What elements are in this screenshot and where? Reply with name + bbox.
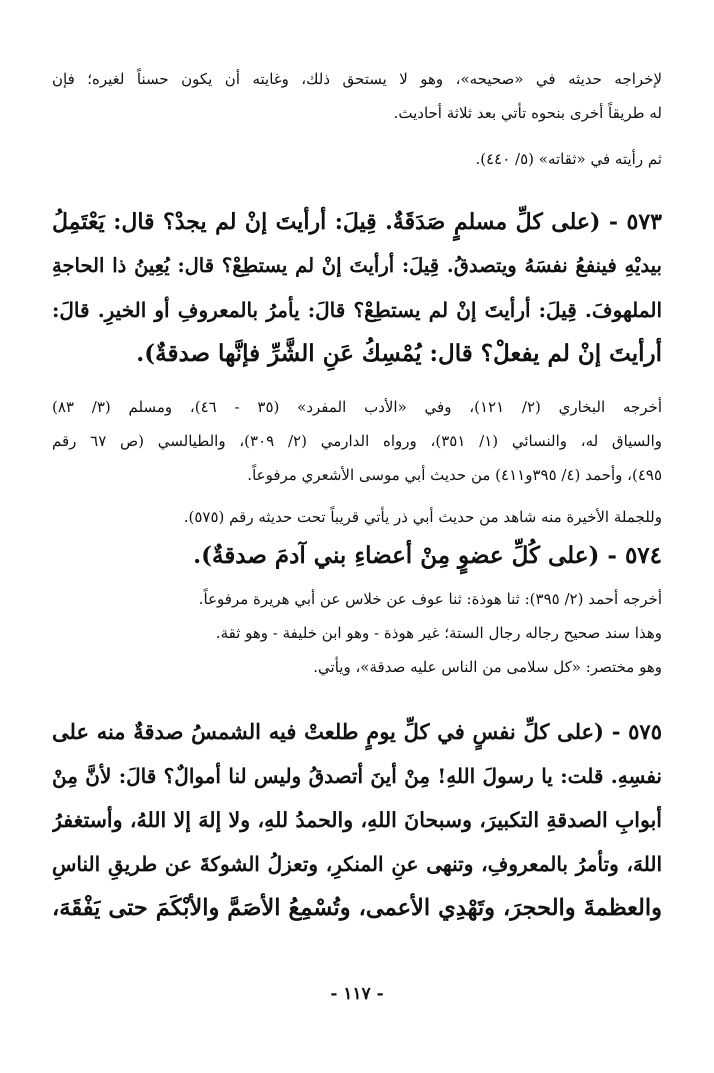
page-number: - ١١٧ -: [330, 984, 384, 1004]
hadith-573-line: الملهوفَ. قِيلَ: أرأيتَ إنْ لم يستطِعْ؟ قالَ: يأمرُ بالمعروفِ أو الخيرِ. قالَ:: [52, 298, 662, 322]
hadith-575-line: نفسِهِ. قلت: يا رسولَ اللهِ! مِنْ أينَ أتصدقُ وليس لنا أموالٌ؟ قالَ: لأنَّ مِنْ: [52, 764, 662, 788]
takhrij-573: [52, 390, 662, 492]
hadith-575-line: أبوابِ الصدقةِ التكبيرَ، وسبحانَ اللهِ، والحمدُ للهِ، ولا إلهَ إلا اللهُ، وأستغفرُ: [52, 808, 662, 832]
takhrij-574-line: أخرجه أحمد (٢/ ٣٩٥): ثنا هوذة: ثنا عوف عن خلاس عن أبي هريرة مرفوعاً.: [198, 590, 662, 608]
hadith-575-line: والعظمةَ والحجرَ، وتَهْدِي الأعمى، وتُسْمِعُ الأصَمَّ والأبْكَمَ حتى يَفْقَهَ،: [52, 895, 662, 921]
witness-573: [52, 500, 662, 534]
intro-line: لإخراجه حديثه في «صحيحه»، وهو لا يستحق ذلك، وغايته أن يكون حسناً لغيره؛ فإن: [52, 70, 662, 88]
seen-in-paragraph: [52, 142, 662, 176]
takhrij-573-line: ٤٩٥)، وأحمد (٤/ ٣٩٥و٤١١) من حديث أبي موسى الأشعري مرفوعاً.: [247, 466, 662, 484]
hadith-574-line: ٥٧٤ - (على كُلِّ عضوٍ مِنْ أعضاءِ بني آدمَ صدقةٌ).: [193, 542, 662, 569]
witness-573-line: وللجملة الأخيرة منه شاهد من حديث أبي ذر يأتي قريباً تحت حديثه رقم (٥٧٥).: [183, 508, 662, 526]
hadith-573-line: ٥٧٣ - (على كلِّ مسلمٍ صَدَقَةٌ. قِيلَ: أرأيتَ إنْ لم يجدْ؟ قال: يَعْتَمِلُ: [52, 209, 662, 235]
takhrij-574: [52, 582, 662, 684]
hadith-575-line: ٥٧٥ - (على كلِّ نفسٍ في كلِّ يومٍ طلعتْ فيه الشمسُ صدقةٌ منه على: [52, 719, 662, 744]
hadith-573-line: أرأيتَ إنْ لم يفعلْ؟ قال: يُمْسِكُ عَنِ الشَّرِّ فإنَّها صدقةٌ).: [136, 340, 662, 367]
hadith-573: [52, 200, 662, 376]
takhrij-574-line: وهذا سند صحيح رجاله رجال الستة؛ غير هوذة - وهو ابن خليفة - وهو ثقة.: [215, 624, 662, 642]
hadith-574: [52, 534, 662, 578]
seen-in-line: ثم رأيته في «ثقاته» (٥/ ٤٤٠).: [475, 150, 662, 168]
takhrij-573-line: والسياق له، والنسائي (١/ ٣٥١)، ورواه الدارمي (٢/ ٣٠٩)، والطيالسي (ص ٦٧ رقم: [52, 432, 662, 450]
intro-paragraph: [52, 62, 662, 130]
hadith-575-line: اللهَ، وتأمرُ بالمعروفِ، وتنهى عنِ المنكرِ، وتعزلُ الشوكةَ عن طريقِ الناسِ: [52, 852, 662, 876]
intro-line: له طريقاً أخرى بنحوه تأتي بعد ثلاثة أحاديث.: [393, 104, 662, 122]
hadith-573-line: بيديْهِ فينفعُ نفسَهُ ويتصدقُ. قِيلَ: أرأيتَ إنْ لم يستطِعْ؟ قال: يُعِينُ ذا الحاجةِ: [52, 254, 662, 277]
hadith-575: [52, 710, 662, 930]
takhrij-574-line: وهو مختصر: «كل سلامى من الناس عليه صدقة»، ويأتي.: [313, 658, 662, 676]
takhrij-573-line: أخرجه البخاري (٢/ ١٢١)، وفي «الأدب المفرد» (٣٥ - ٤٦)، ومسلم (٣/ ٨٣): [52, 398, 662, 416]
